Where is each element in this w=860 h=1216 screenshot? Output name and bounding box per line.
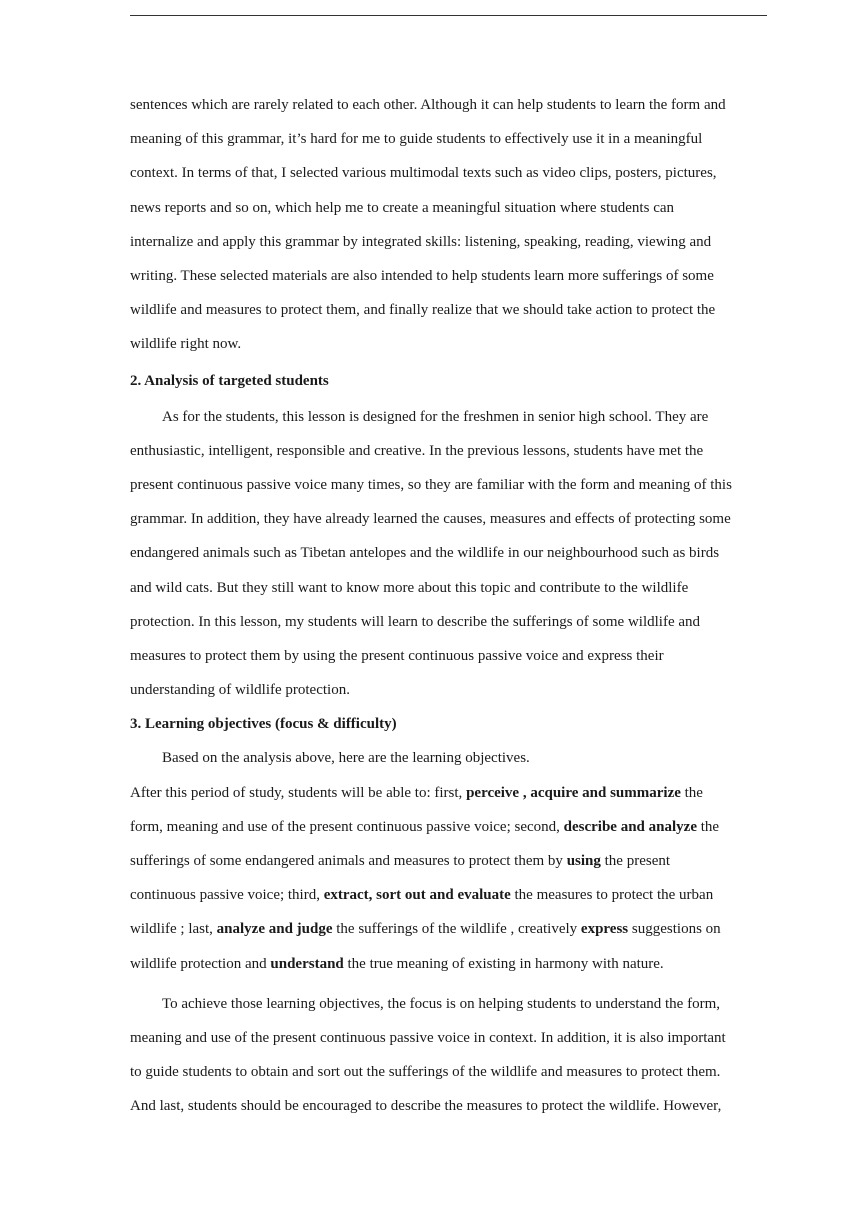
section-heading-students: 2. Analysis of targeted students <box>130 372 329 389</box>
text-line: writing. These selected materials are also intended to help students learn more sufferings of some <box>130 268 714 285</box>
bold-term: using <box>566 853 601 870</box>
text-line: news reports and so on, which help me to create a meaningful situation where students can <box>130 199 675 216</box>
bold-term: analyze and judge <box>216 921 333 938</box>
text-line: sufferings of some endangered animals and measures to protect them by using the present <box>130 853 671 870</box>
text-line: wildlife and measures to protect them, and finally realize that we should take action to protect the <box>130 302 716 319</box>
bold-term: understand <box>270 955 344 972</box>
text-line: Based on the analysis above, here are the learning objectives. <box>162 750 530 767</box>
text-line: wildlife right now. <box>130 336 242 353</box>
text-line: protection. In this lesson, my students will learn to describe the sufferings of some wildlife and <box>130 613 701 630</box>
document-body <box>130 88 770 1124</box>
text-line: To achieve those learning objectives, the focus is on helping students to understand the form, <box>162 995 720 1012</box>
text-line: grammar. In addition, they have already learned the causes, measures and effects of protecting some <box>130 511 731 528</box>
text-line: sentences which are rarely related to each other. Although it can help students to learn the form and <box>130 97 726 113</box>
paragraph-students <box>130 400 770 708</box>
text-line: context. In terms of that, I selected various multimodal texts such as video clips, posters, pictures, <box>130 165 717 182</box>
text-line: And last, students should be encouraged to describe the measures to protect the wildlife. However, <box>130 1098 722 1115</box>
text-line: internalize and apply this grammar by integrated skills: listening, speaking, reading, viewing and <box>130 233 712 250</box>
text-line: endangered animals such as Tibetan antelopes and the wildlife in our neighbourhood such as birds <box>130 545 720 562</box>
text-line: meaning of this grammar, it’s hard for me to guide students to effectively use it in a meaningful <box>130 131 703 148</box>
text-line: meaning and use of the present continuous passive voice in context. In addition, it is also important <box>130 1030 726 1047</box>
text-line: wildlife ; last, analyze and judge the sufferings of the wildlife , creatively express suggestions on <box>130 921 721 938</box>
header-rule <box>130 15 767 16</box>
bold-term: describe and analyze <box>563 818 697 835</box>
text-line: present continuous passive voice many times, so they are familiar with the form and meaning of this <box>130 477 732 494</box>
text-line: understanding of wildlife protection. <box>130 682 350 699</box>
text-line: to guide students to obtain and sort out the sufferings of the wildlife and measures to protect them. <box>130 1064 721 1081</box>
section-heading-objectives: 3. Learning objectives (focus & difficulty) <box>130 716 397 733</box>
text-line: continuous passive voice; third, extract, sort out and evaluate the measures to protect the urban <box>130 887 714 904</box>
bold-term: express <box>580 921 629 938</box>
paragraph-objectives-list <box>130 776 770 981</box>
paragraph-objectives-intro <box>130 741 770 775</box>
text-line: As for the students, this lesson is designed for the freshmen in senior high school. They are <box>162 408 709 425</box>
paragraph-materials <box>130 88 770 362</box>
paragraph-focus <box>130 987 770 1124</box>
bold-term: extract, sort out and evaluate <box>323 887 511 904</box>
text-line: form, meaning and use of the present continuous passive voice; second, describe and analyze the <box>130 818 720 835</box>
text-line: enthusiastic, intelligent, responsible and creative. In the previous lessons, students have met the <box>130 442 704 459</box>
bold-term: perceive , acquire and summarize <box>466 784 681 801</box>
text-line: measures to protect them by using the present continuous passive voice and express their <box>130 648 664 665</box>
text-line: and wild cats. But they still want to know more about this topic and contribute to the wildlife <box>130 579 689 596</box>
text-line: wildlife protection and understand the true meaning of existing in harmony with nature. <box>130 955 664 972</box>
text-line: After this period of study, students will be able to: first, perceive , acquire and summarize the <box>130 784 703 801</box>
